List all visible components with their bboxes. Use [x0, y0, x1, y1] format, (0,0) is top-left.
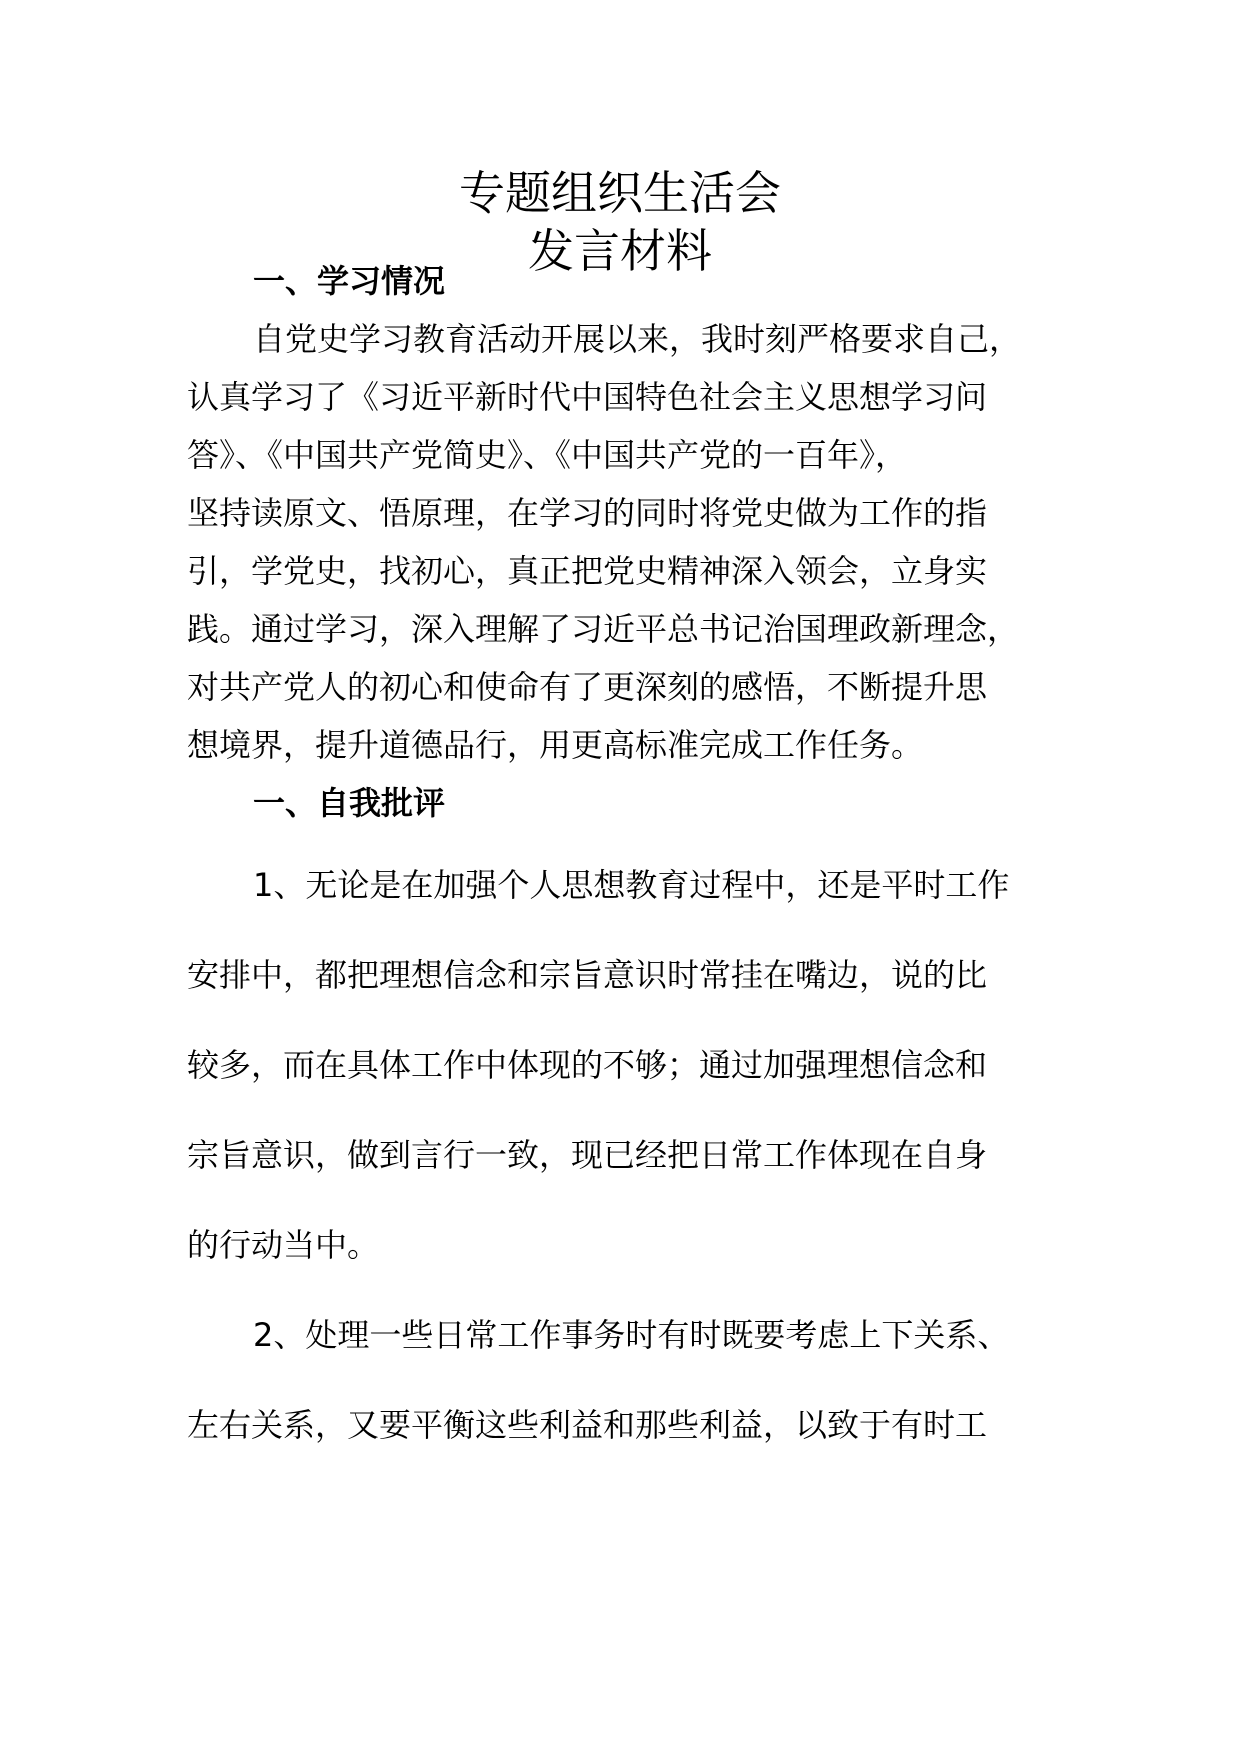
paragraph-line: 安排中，都把理想信念和宗旨意识时常挂在嘴边，说的比 [187, 956, 988, 994]
paragraph-line: 引，学党史，找初心，真正把党史精神深入领会，立身实 [187, 552, 988, 590]
paragraph-line: 坚持读原文、悟原理，在学习的同时将党史做为工作的指 [187, 494, 988, 532]
paragraph-line: 左右关系，又要平衡这些利益和那些利益，以致于有时工 [187, 1406, 988, 1444]
paragraph-line: 答》、《中国共产党简史》、《中国共产党的一百年》， [187, 436, 908, 474]
paragraph-line: 想境界，提升道德品行，用更高标准完成工作任务。 [187, 726, 924, 764]
paragraph-line: 较多，而在具体工作中体现的不够；通过加强理想信念和 [187, 1046, 988, 1084]
paragraph-line: 2、处理一些日常工作事务时有时既要考虑上下关系、 [253, 1316, 1010, 1354]
section-heading-study: 一、学习情况 [253, 262, 446, 300]
paragraph-line: 对共产党人的初心和使命有了更深刻的感悟，不断提升思 [187, 668, 988, 706]
paragraph-line: 的行动当中。 [187, 1226, 380, 1264]
paragraph-line: 宗旨意识，做到言行一致，现已经把日常工作体现在自身 [187, 1136, 988, 1174]
section-heading-self-criticism: 一、自我批评 [253, 784, 446, 822]
paragraph-line: 践。通过学习，深入理解了习近平总书记治国理政新理念， [187, 610, 1020, 648]
paragraph-line: 认真学习了《习近平新时代中国特色社会主义思想学习问 [187, 378, 988, 416]
paragraph-line: 1、无论是在加强个人思想教育过程中，还是平时工作 [253, 866, 1010, 904]
document-subtitle: 发言材料 [528, 224, 712, 278]
paragraph-line: 自党史学习教育活动开展以来，我时刻严格要求自己， [253, 320, 1022, 358]
document-title: 专题组织生活会 [459, 166, 781, 220]
